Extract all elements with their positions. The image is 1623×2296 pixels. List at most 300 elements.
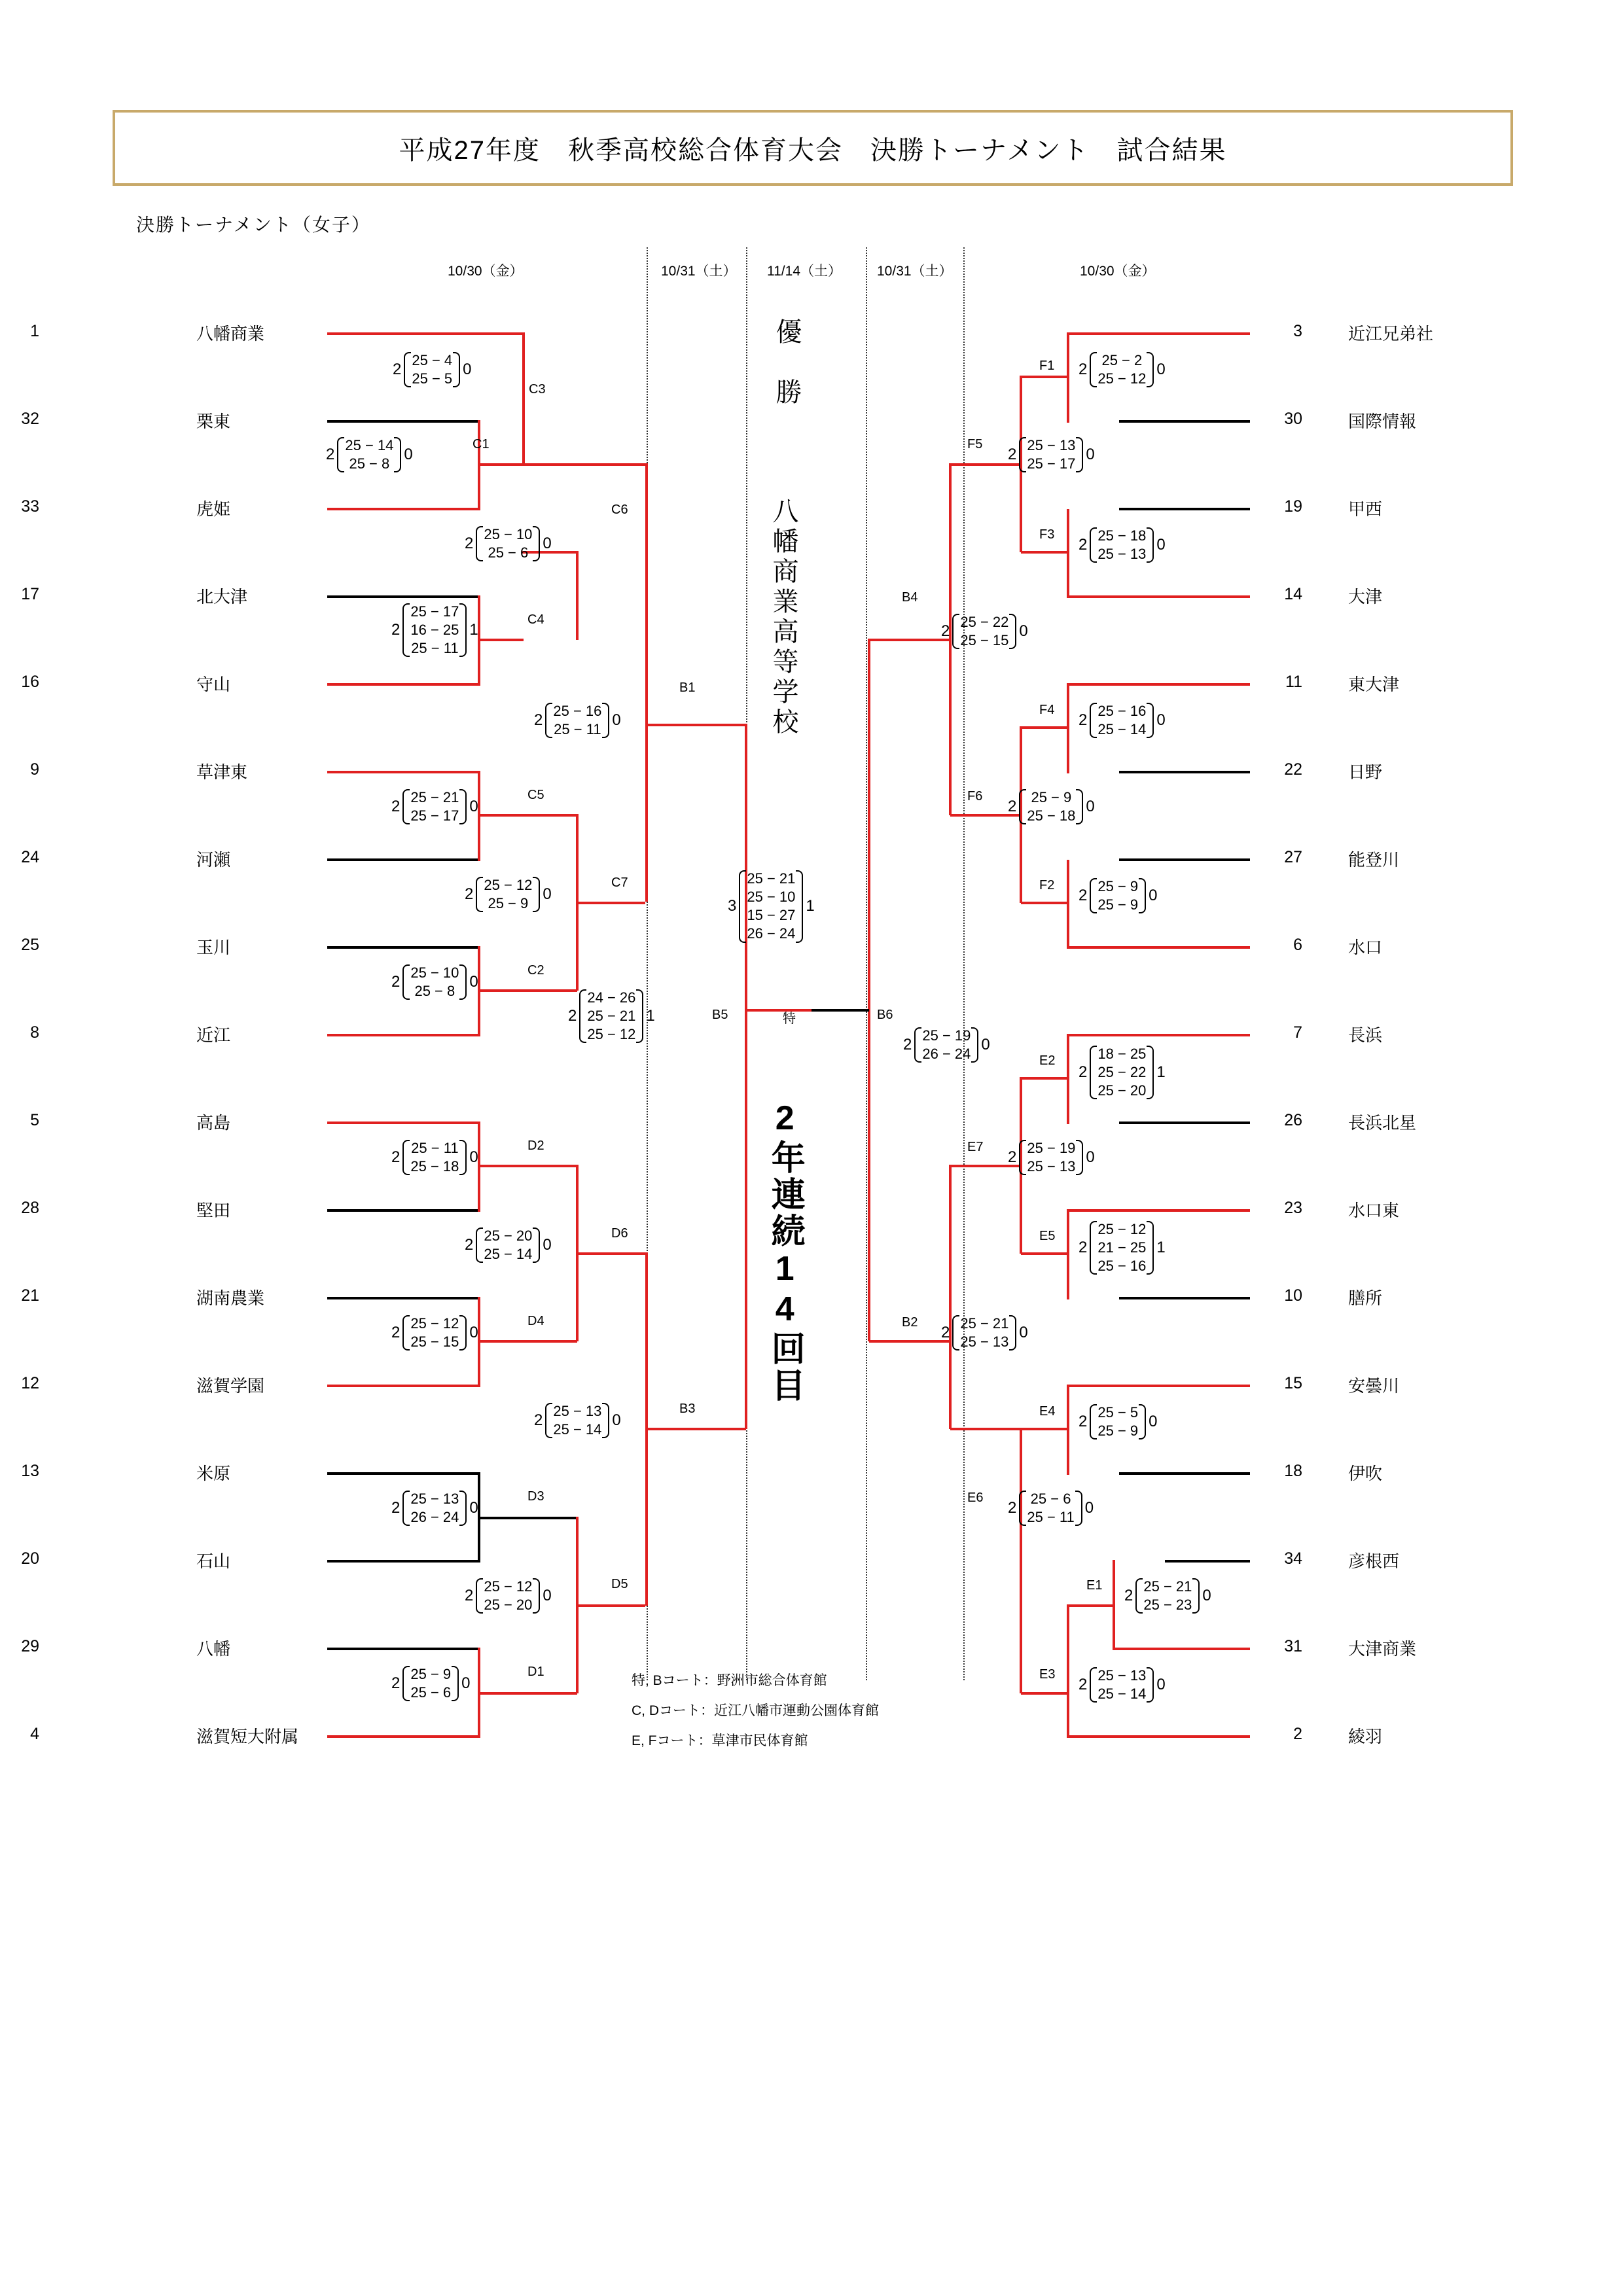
seed-left-8: 25 xyxy=(21,936,39,954)
line-l-b1-v xyxy=(645,724,648,902)
match-E1-left-score: 2 xyxy=(1124,1586,1133,1604)
match-C4-set2: 16 − 25 xyxy=(410,622,459,639)
match-C4-sets xyxy=(402,602,467,658)
line-l-d6-out xyxy=(576,1252,645,1255)
line-r15 xyxy=(1165,1560,1250,1563)
match-code-D3: D3 xyxy=(527,1489,544,1504)
match-code-B4: B4 xyxy=(902,590,918,605)
seed-left-13: 12 xyxy=(21,1374,39,1392)
line-l-c3-v xyxy=(522,332,525,465)
line-r11 xyxy=(1067,1209,1250,1212)
line-r-e3-out xyxy=(1021,1692,1068,1695)
match-D3-right-score: 0 xyxy=(469,1498,478,1517)
line-r-e6-out xyxy=(950,1428,1021,1430)
team-right-17: 綾羽 xyxy=(1348,1727,1383,1746)
line-r-b4-out xyxy=(869,639,950,641)
team-left-2: 栗東 xyxy=(196,412,231,431)
match-C6-left-score: 2 xyxy=(465,534,474,552)
match-code-B3: B3 xyxy=(679,1402,696,1416)
match-E2-right-score: 1 xyxy=(1156,1063,1166,1081)
match-C7-set1: 25 − 12 xyxy=(484,877,533,893)
match-B2-sets xyxy=(952,1314,1016,1352)
match-B6-set2: 26 − 24 xyxy=(922,1046,971,1063)
match-F4-set1: 25 − 16 xyxy=(1097,703,1147,719)
match-F1-right-score: 0 xyxy=(1156,360,1166,378)
match-F1 xyxy=(1079,351,1166,389)
match-F4-set2: 25 − 14 xyxy=(1097,721,1147,738)
match-D5-right-score: 0 xyxy=(543,1586,552,1604)
match-E6 xyxy=(1008,1489,1094,1527)
match-E5-set2: 21 − 25 xyxy=(1097,1239,1147,1256)
match-B6 xyxy=(903,1026,990,1064)
line-l5 xyxy=(327,683,479,686)
match-C3-set2: 25 − 5 xyxy=(412,370,453,387)
line-r-f4-out xyxy=(1021,726,1068,729)
match-D4 xyxy=(391,1314,478,1352)
match-C4-right-score: 1 xyxy=(469,620,478,639)
match-C5-sets xyxy=(402,788,467,826)
separator-right-a xyxy=(963,247,965,1680)
match-E1-set1: 25 − 21 xyxy=(1143,1578,1192,1595)
match-C1-left-score: 2 xyxy=(326,445,335,463)
match-E4 xyxy=(1079,1403,1158,1441)
match-D4-set1: 25 − 12 xyxy=(410,1315,459,1332)
team-right-15: 彦根西 xyxy=(1348,1551,1400,1571)
match-F2-set2: 25 − 9 xyxy=(1097,896,1139,913)
match-D2-set2: 25 − 18 xyxy=(410,1158,459,1175)
match-code-C6: C6 xyxy=(611,503,628,517)
line-r16 xyxy=(1113,1648,1250,1650)
line-l-d1-out xyxy=(478,1692,577,1695)
match-E4-left-score: 2 xyxy=(1079,1412,1088,1430)
match-code-D2: D2 xyxy=(527,1139,544,1153)
seed-right-16: 31 xyxy=(1284,1637,1302,1655)
line-r-b2-out xyxy=(869,1340,950,1343)
seed-right-14: 18 xyxy=(1284,1462,1302,1480)
match-F4-right-score: 0 xyxy=(1156,711,1166,729)
line-l-d3-out xyxy=(478,1517,577,1519)
match-E2-left-score: 2 xyxy=(1079,1063,1088,1081)
match-code-F1: F1 xyxy=(1039,359,1055,373)
line-r-e3-v xyxy=(1067,1604,1069,1737)
match-F6-right-score: 0 xyxy=(1086,797,1095,815)
match-code-B6: B6 xyxy=(877,1008,893,1022)
match-C2-sets xyxy=(402,963,467,1001)
match-B3-set2: 25 − 14 xyxy=(553,1421,602,1438)
match-C2-set2: 25 − 8 xyxy=(414,983,455,1000)
line-r-e6-v xyxy=(1020,1428,1022,1693)
line-l4 xyxy=(327,595,479,598)
match-F5-right-score: 0 xyxy=(1086,445,1095,463)
match-C3-set1: 25 − 4 xyxy=(412,352,453,368)
line-r17 xyxy=(1067,1735,1250,1738)
team-left-8: 玉川 xyxy=(196,938,231,957)
page-title: 平成27年度 秋季高校総合体育大会 決勝トーナメント 試合結果 xyxy=(399,135,1227,165)
seed-right-10: 26 xyxy=(1284,1111,1302,1129)
match-B5-left-score: 2 xyxy=(568,1006,577,1025)
match-final-right-score: 1 xyxy=(806,896,815,915)
match-F2-right-score: 0 xyxy=(1149,886,1158,904)
match-B1 xyxy=(534,701,621,739)
match-C5-set2: 25 − 17 xyxy=(410,807,459,824)
match-C2-left-score: 2 xyxy=(391,972,401,991)
line-r1 xyxy=(1067,332,1250,335)
match-code-E4: E4 xyxy=(1039,1404,1056,1419)
match-D3-left-score: 2 xyxy=(391,1498,401,1517)
match-F5-left-score: 2 xyxy=(1008,445,1017,463)
line-r-e4-out xyxy=(1021,1428,1068,1430)
match-E7-set1: 25 − 19 xyxy=(1027,1140,1076,1156)
match-E6-sets xyxy=(1019,1489,1082,1527)
match-B5 xyxy=(568,988,655,1044)
match-F2 xyxy=(1079,877,1158,915)
line-r7 xyxy=(1119,858,1250,861)
team-right-2: 国際情報 xyxy=(1348,412,1417,431)
date-header-final: 11/14（土） xyxy=(767,264,842,279)
match-D1-sets xyxy=(402,1665,459,1703)
match-C5-set1: 25 − 21 xyxy=(410,789,459,805)
line-l-c5-out xyxy=(478,814,577,817)
match-code-E5: E5 xyxy=(1039,1229,1056,1243)
match-C3 xyxy=(393,351,472,389)
match-F3 xyxy=(1079,526,1166,564)
match-final-sets xyxy=(739,869,803,944)
seed-left-16: 29 xyxy=(21,1637,39,1655)
match-C6-set2: 25 − 6 xyxy=(488,544,529,561)
match-E2-set3: 25 − 20 xyxy=(1097,1082,1147,1099)
team-right-4: 大津 xyxy=(1348,587,1383,607)
match-B1-right-score: 0 xyxy=(612,711,621,729)
team-left-13: 滋賀学園 xyxy=(196,1376,265,1396)
match-F6-set1: 25 − 9 xyxy=(1031,789,1072,805)
line-l6 xyxy=(327,771,479,773)
seed-left-1: 1 xyxy=(30,322,39,340)
line-l-d2-out xyxy=(478,1165,577,1167)
line-l1 xyxy=(327,332,524,335)
line-r8 xyxy=(1067,946,1250,949)
match-D5-left-score: 2 xyxy=(465,1586,474,1604)
champion-streak: 2年連続14回目 xyxy=(766,1099,804,1404)
line-r-b6-out xyxy=(812,1009,869,1012)
team-right-8: 水口 xyxy=(1348,938,1383,957)
match-C3-sets xyxy=(404,351,460,389)
match-code-E3: E3 xyxy=(1039,1667,1056,1682)
match-final-set3: 15 − 27 xyxy=(747,907,796,924)
match-B3-right-score: 0 xyxy=(612,1411,621,1429)
line-l-d4-out xyxy=(478,1340,577,1343)
line-r13 xyxy=(1067,1385,1250,1387)
match-B4-sets xyxy=(952,612,1016,650)
match-B4-left-score: 2 xyxy=(941,622,950,640)
line-r-e2-out xyxy=(1021,1077,1068,1080)
match-B5-right-score: 1 xyxy=(646,1006,655,1025)
line-l-c7-out xyxy=(576,902,645,904)
line-l14 xyxy=(327,1472,479,1475)
line-r12 xyxy=(1119,1297,1250,1299)
match-C4 xyxy=(391,602,478,658)
match-F5 xyxy=(1008,436,1095,474)
team-left-3: 虎姫 xyxy=(196,499,231,519)
line-r-f2-v xyxy=(1067,860,1069,949)
line-l-b5-v xyxy=(745,724,747,1429)
match-code-E1: E1 xyxy=(1086,1578,1103,1593)
match-E1-set2: 25 − 23 xyxy=(1143,1597,1192,1614)
match-E5-left-score: 2 xyxy=(1079,1238,1088,1256)
team-right-3: 甲西 xyxy=(1348,499,1383,519)
match-C5-left-score: 2 xyxy=(391,797,401,815)
match-F3-set1: 25 − 18 xyxy=(1097,527,1147,544)
match-F6-set2: 25 − 18 xyxy=(1027,807,1076,824)
team-left-6: 草津東 xyxy=(196,762,248,782)
match-B1-sets xyxy=(545,701,609,739)
team-left-1: 八幡商業 xyxy=(196,324,265,344)
note-court-2: C, Dコート：近江八幡市運動公園体育館 xyxy=(632,1703,879,1718)
line-l-b3-out xyxy=(645,1428,746,1430)
match-code-F6: F6 xyxy=(967,789,983,804)
match-code-D6: D6 xyxy=(611,1226,628,1241)
seed-left-11: 28 xyxy=(21,1199,39,1217)
line-l-d5-out xyxy=(576,1604,645,1607)
seed-right-13: 15 xyxy=(1284,1374,1302,1392)
match-code-C2: C2 xyxy=(527,963,544,978)
match-C2 xyxy=(391,963,478,1001)
team-right-16: 大津商業 xyxy=(1348,1639,1417,1659)
seed-right-8: 6 xyxy=(1293,936,1302,954)
match-E3-set1: 25 − 13 xyxy=(1097,1667,1147,1684)
match-B6-right-score: 0 xyxy=(981,1035,990,1053)
team-left-9: 近江 xyxy=(196,1025,231,1045)
note-court-3: E, Fコート：草津市民体育館 xyxy=(632,1733,808,1748)
match-code-F3: F3 xyxy=(1039,527,1055,542)
match-E7-sets xyxy=(1019,1139,1083,1176)
team-right-10: 長浜北星 xyxy=(1348,1113,1417,1133)
seed-left-9: 8 xyxy=(30,1023,39,1042)
match-B2-set1: 25 − 21 xyxy=(960,1315,1009,1332)
match-C5-right-score: 0 xyxy=(469,797,478,815)
match-B4-right-score: 0 xyxy=(1019,622,1028,640)
seed-right-12: 10 xyxy=(1284,1286,1302,1305)
match-F5-set2: 25 − 17 xyxy=(1027,455,1076,472)
match-B5-sets xyxy=(579,988,643,1044)
match-E5-set1: 25 − 12 xyxy=(1097,1221,1147,1237)
match-C3-left-score: 2 xyxy=(393,360,402,378)
match-E5 xyxy=(1079,1220,1166,1276)
match-B1-left-score: 2 xyxy=(534,711,543,729)
match-F3-left-score: 2 xyxy=(1079,535,1088,554)
match-D3-set2: 26 − 24 xyxy=(410,1509,459,1526)
match-final-left-score: 3 xyxy=(728,896,737,915)
match-final-set4: 26 − 24 xyxy=(747,925,796,942)
match-code-E6: E6 xyxy=(967,1491,984,1505)
match-D2-left-score: 2 xyxy=(391,1148,401,1166)
match-C1-set1: 25 − 14 xyxy=(345,437,394,453)
match-code-B1: B1 xyxy=(679,680,696,695)
line-r-e5-out xyxy=(1021,1252,1068,1255)
line-l-b1-vtop xyxy=(645,463,648,724)
seed-right-7: 27 xyxy=(1284,848,1302,866)
team-left-15: 石山 xyxy=(196,1551,231,1571)
seed-left-2: 32 xyxy=(21,410,39,428)
match-D4-left-score: 2 xyxy=(391,1323,401,1341)
line-l15 xyxy=(327,1560,479,1563)
match-B6-sets xyxy=(914,1026,978,1064)
match-final xyxy=(728,869,815,944)
match-E6-set2: 25 − 11 xyxy=(1027,1509,1075,1526)
line-l-c3-out xyxy=(522,463,645,466)
date-header-right-round2: 10/31（土） xyxy=(877,264,953,279)
date-header-left-round1: 10/30（金） xyxy=(448,264,524,279)
match-C1 xyxy=(326,436,413,474)
match-B6-left-score: 2 xyxy=(903,1035,912,1053)
line-r-f3-out xyxy=(1021,551,1068,554)
team-left-17: 滋賀短大附属 xyxy=(196,1727,299,1746)
match-E3 xyxy=(1079,1666,1166,1704)
team-right-11: 水口東 xyxy=(1348,1201,1400,1220)
match-E2 xyxy=(1079,1044,1166,1101)
line-r-b2-v xyxy=(949,1165,952,1429)
match-B1-set1: 25 − 16 xyxy=(553,703,602,719)
line-r10 xyxy=(1119,1122,1250,1124)
seed-right-11: 23 xyxy=(1284,1199,1302,1217)
line-l-c2-out xyxy=(478,989,577,992)
line-l17 xyxy=(327,1735,479,1738)
match-E5-set3: 25 − 16 xyxy=(1097,1258,1147,1275)
match-F4-left-score: 2 xyxy=(1079,711,1088,729)
match-D4-right-score: 0 xyxy=(469,1323,478,1341)
match-E3-set2: 25 − 14 xyxy=(1097,1686,1147,1703)
line-l10 xyxy=(327,1122,479,1124)
seed-right-17: 2 xyxy=(1293,1725,1302,1743)
match-code-C3: C3 xyxy=(529,382,546,397)
match-code-F4: F4 xyxy=(1039,703,1055,717)
line-r2 xyxy=(1119,420,1250,423)
match-F2-left-score: 2 xyxy=(1079,886,1088,904)
match-B2-set2: 25 − 13 xyxy=(960,1333,1009,1351)
match-E7-set2: 25 − 13 xyxy=(1027,1158,1076,1175)
title-box xyxy=(113,110,1513,186)
match-F2-set1: 25 − 9 xyxy=(1097,878,1139,894)
match-D1-left-score: 2 xyxy=(391,1674,401,1692)
match-code-final: 特 xyxy=(783,1012,796,1026)
match-E1 xyxy=(1124,1577,1211,1615)
match-final-set2: 25 − 10 xyxy=(747,889,796,906)
seed-left-4: 17 xyxy=(21,585,39,603)
match-E1-right-score: 0 xyxy=(1202,1586,1211,1604)
match-D6-set1: 25 − 20 xyxy=(484,1227,533,1244)
seed-right-2: 30 xyxy=(1284,410,1302,428)
match-D5-set2: 25 − 20 xyxy=(484,1597,533,1614)
line-l16 xyxy=(327,1648,479,1650)
match-code-C1: C1 xyxy=(473,437,490,451)
team-left-10: 高島 xyxy=(196,1113,231,1133)
match-E5-right-score: 1 xyxy=(1156,1238,1166,1256)
match-B3-set1: 25 − 13 xyxy=(553,1403,602,1419)
match-E4-set1: 25 − 5 xyxy=(1097,1404,1139,1421)
match-code-E7: E7 xyxy=(967,1140,984,1154)
match-B2-right-score: 0 xyxy=(1019,1323,1028,1341)
match-D5-set1: 25 − 12 xyxy=(484,1578,533,1595)
match-C6 xyxy=(465,525,552,563)
match-D4-sets xyxy=(402,1314,467,1352)
match-D1-set2: 25 − 6 xyxy=(410,1684,452,1701)
match-C2-set1: 25 − 10 xyxy=(410,964,459,981)
line-l-b1-out xyxy=(645,724,746,726)
line-r9 xyxy=(1067,1034,1250,1036)
seed-left-3: 33 xyxy=(21,497,39,516)
seed-right-9: 7 xyxy=(1293,1023,1302,1042)
team-left-4: 北大津 xyxy=(196,587,248,607)
match-F5-sets xyxy=(1019,436,1083,474)
seed-left-14: 13 xyxy=(21,1462,39,1480)
line-r-b6-v xyxy=(868,639,870,1341)
match-C1-right-score: 0 xyxy=(404,445,413,463)
match-D4-set2: 25 − 15 xyxy=(410,1333,459,1351)
match-E7 xyxy=(1008,1139,1095,1176)
team-left-7: 河瀬 xyxy=(196,850,231,870)
match-D3-set1: 25 − 13 xyxy=(410,1491,459,1507)
match-F4 xyxy=(1079,701,1166,739)
match-C2-right-score: 0 xyxy=(469,972,478,991)
line-l-c4-out xyxy=(478,639,524,641)
line-l12 xyxy=(327,1297,479,1299)
seed-right-3: 19 xyxy=(1284,497,1302,516)
match-F3-right-score: 0 xyxy=(1156,535,1166,554)
match-F6-left-score: 2 xyxy=(1008,797,1017,815)
match-B2 xyxy=(941,1314,1028,1352)
match-B1-set2: 25 − 11 xyxy=(554,721,601,738)
match-D1-set1: 25 − 9 xyxy=(410,1666,452,1682)
match-C7-sets xyxy=(476,875,540,913)
team-right-6: 日野 xyxy=(1348,762,1383,782)
match-C6-set1: 25 − 10 xyxy=(484,526,533,542)
seed-right-15: 34 xyxy=(1284,1549,1302,1568)
seed-right-1: 3 xyxy=(1293,322,1302,340)
seed-right-6: 22 xyxy=(1284,760,1302,779)
match-C7 xyxy=(465,875,552,913)
match-C7-right-score: 0 xyxy=(543,885,552,903)
champion-label: 優 勝 xyxy=(772,318,801,408)
match-C1-set2: 25 − 8 xyxy=(349,455,390,472)
match-E6-right-score: 0 xyxy=(1084,1498,1094,1517)
match-B5-set2: 25 − 21 xyxy=(587,1008,636,1025)
line-r6 xyxy=(1119,771,1250,773)
team-left-14: 米原 xyxy=(196,1464,231,1483)
match-C7-left-score: 2 xyxy=(465,885,474,903)
match-B5-set1: 24 − 26 xyxy=(587,989,636,1006)
team-left-5: 守山 xyxy=(196,675,231,694)
match-B4-set2: 25 − 15 xyxy=(960,632,1009,649)
team-right-9: 長浜 xyxy=(1348,1025,1383,1045)
match-E5-sets xyxy=(1090,1220,1154,1276)
match-final-set1: 25 − 21 xyxy=(747,870,796,887)
line-r14 xyxy=(1119,1472,1250,1475)
line-r5 xyxy=(1067,683,1250,686)
match-D6-right-score: 0 xyxy=(543,1235,552,1254)
team-right-12: 膳所 xyxy=(1348,1288,1383,1308)
match-D6-sets xyxy=(476,1226,540,1264)
line-l13 xyxy=(327,1385,479,1387)
match-E3-sets xyxy=(1090,1666,1154,1704)
match-code-D1: D1 xyxy=(527,1665,544,1679)
match-F1-set2: 25 − 12 xyxy=(1097,370,1147,387)
team-left-11: 堅田 xyxy=(196,1201,231,1220)
match-C7-set2: 25 − 9 xyxy=(488,895,529,912)
match-F6-sets xyxy=(1019,788,1083,826)
match-D5 xyxy=(465,1577,552,1615)
line-l8 xyxy=(327,946,479,949)
match-F4-sets xyxy=(1090,701,1154,739)
match-D2-right-score: 0 xyxy=(469,1148,478,1166)
